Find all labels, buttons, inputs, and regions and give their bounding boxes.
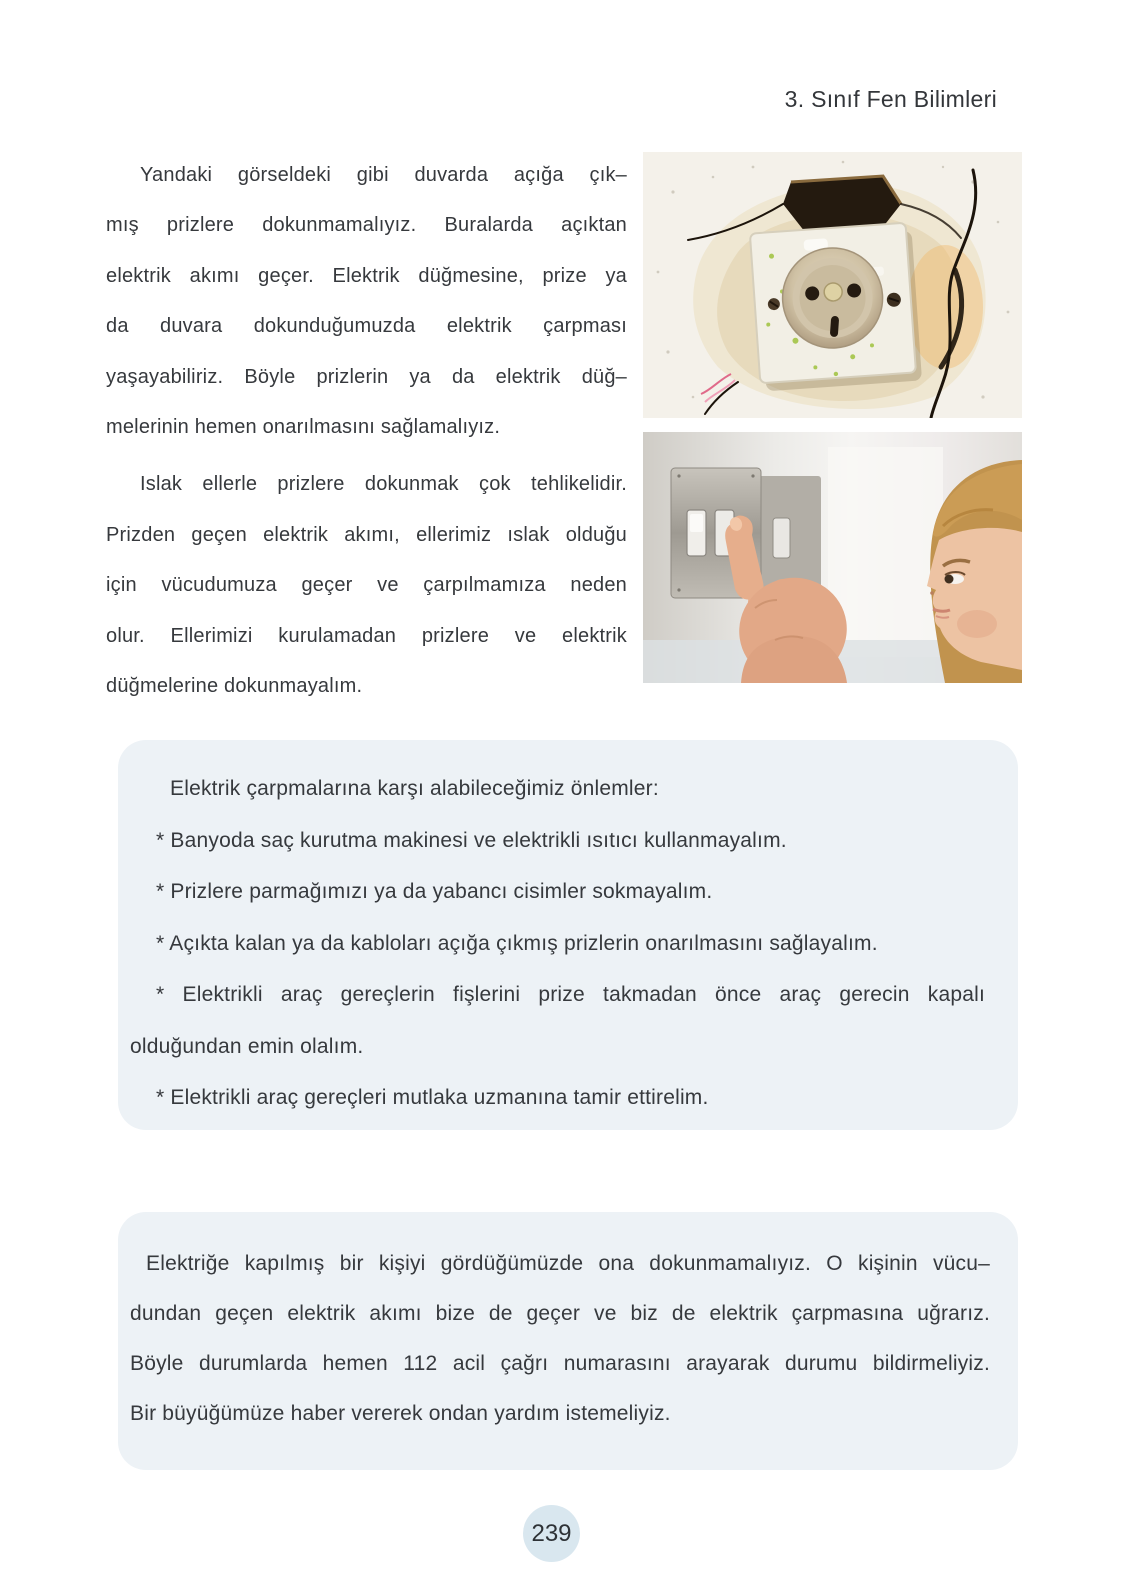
- text-line: Islak ellerle prizlere dokunmak çok tehlikelidir.: [140, 473, 627, 496]
- precaution-item: * Banyoda saç kurutma makinesi ve elektrikli ısıtıcı kullanmayalım.: [156, 828, 787, 852]
- child-pressing-switch-photo: [643, 432, 1022, 683]
- text-line: Elektriğe kapılmış bir kişiyi gördüğümüzde ona dokunmamalıyız. O kişinin vücu–: [146, 1252, 990, 1275]
- emergency-box: [118, 1212, 1018, 1470]
- text-line: düğmelerine dokunmayalım.: [106, 674, 363, 697]
- text-line: dundan geçen elektrik akımı bize de geçer ve biz de elektrik çarpmasına uğrarız.: [130, 1302, 990, 1325]
- precautions-box: [118, 740, 1018, 1130]
- precautions-heading: Elektrik çarpmalarına karşı alabileceğimiz önlemler:: [170, 777, 659, 800]
- text-line: Yandaki görseldeki gibi duvarda açığa çık–: [140, 164, 627, 186]
- precaution-item: * Elektrikli araç gereçleri mutlaka uzmanına tamir ettirelim.: [156, 1086, 709, 1109]
- text-line: elektrik akımı geçer. Elektrik düğmesine, prize ya: [106, 264, 627, 287]
- text-line: olur. Ellerimizi kurulamadan prizlere ve elektrik: [106, 624, 627, 647]
- paragraph-exposed-sockets: [106, 150, 627, 452]
- iris: [945, 575, 954, 584]
- text-line: Bir büyüğümüze haber vererek ondan yardım istemeliyiz.: [130, 1402, 671, 1425]
- page-number: 239: [531, 1519, 572, 1547]
- nostril: [930, 591, 934, 595]
- socket-plate: [750, 223, 916, 384]
- text-line: mış prizlere dokunmamalıyız. Buralarda açıktan: [106, 214, 627, 237]
- socket-slot: [830, 316, 839, 338]
- text-line: da duvara dokunduğumuzda elektrik çarpması: [106, 315, 627, 338]
- page-header-title: 3. Sınıf Fen Bilimleri: [784, 86, 997, 112]
- intro-section: [106, 150, 627, 711]
- broken-socket-photo: [643, 152, 1022, 418]
- text-line: Böyle durumlarda hemen 112 acil çağrı numarasını arayarak durumu bildirmeliyiz.: [130, 1352, 990, 1375]
- socket-center-screw: [824, 282, 843, 301]
- text-line: için vücudumuza geçer ve çarpılmamıza neden: [106, 574, 627, 597]
- paragraph-wet-hands: [106, 459, 627, 711]
- precaution-item: * Açıkta kalan ya da kabloları açığa çıkmış prizlerin onarılmasını sağlayalım.: [156, 931, 878, 955]
- precaution-item-continuation: olduğundan emin olalım.: [130, 1034, 364, 1058]
- cheek: [957, 610, 997, 638]
- text-line: yaşayabiliriz. Böyle prizlerin ya da elektrik düğ–: [106, 365, 627, 388]
- text-line: melerinin hemen onarılmasını sağlamalıyız.: [106, 415, 501, 438]
- text-line: Prizden geçen elektrik akımı, ellerimiz ıslak olduğu: [106, 523, 627, 546]
- page-number-badge: [523, 1505, 580, 1562]
- precaution-item: * Elektrikli araç gereçlerin fişlerini prize takmadan önce araç gerecin kapalı: [156, 983, 985, 1006]
- precaution-item: * Prizlere parmağımızı ya da yabancı cisimler sokmayalım.: [156, 880, 713, 903]
